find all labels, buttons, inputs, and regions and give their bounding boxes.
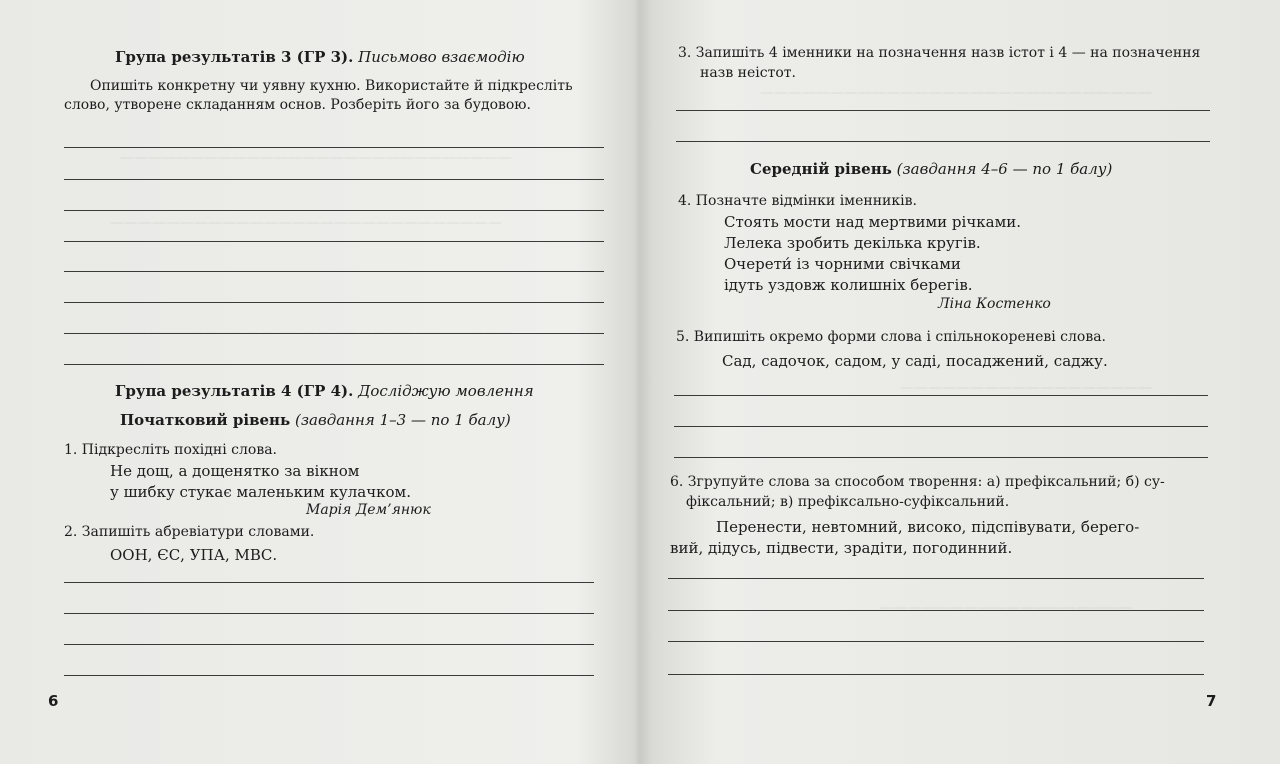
level-heading-italic: (завдання 4–6 — по 1 балу) (896, 160, 1113, 178)
task4-author: Ліна Костенко (938, 296, 1051, 312)
answer-line[interactable] (64, 644, 594, 645)
task2-label: 2. Запишіть абревіатури словами. (64, 524, 315, 540)
bleed-through: ———————————————————————————— (110, 215, 502, 231)
gr4-heading (115, 382, 534, 400)
bleed-through: —————————————————— (880, 600, 1132, 616)
left-page (0, 0, 636, 764)
task3-text: 3. Запишіть 4 іменники на позначення назв істот і 4 — на позначення (678, 45, 1201, 61)
task3-text: назв неістот. (700, 65, 796, 81)
level-heading (120, 411, 511, 429)
bleed-through: ———————————————————————————— (120, 325, 512, 341)
answer-line[interactable] (64, 302, 604, 303)
task5-words: Сад, садочок, садом, у саді, посаджений, саджу. (722, 352, 1108, 370)
answer-line[interactable] (674, 426, 1208, 427)
task1-label: 1. Підкресліть похідні слова. (64, 442, 277, 458)
gr3-heading-italic: Письмово взаємодію (358, 48, 525, 66)
answer-line[interactable] (668, 674, 1204, 675)
answer-line[interactable] (64, 675, 594, 676)
answer-line[interactable] (64, 147, 604, 148)
answer-line[interactable] (64, 364, 604, 365)
task5-label: 5. Випишіть окремо форми слова і спільнокореневі слова. (676, 329, 1107, 345)
gr3-task-text: Опишіть конкретну чи уявну кухню. Використайте й підкресліть (90, 78, 573, 94)
level-heading (750, 160, 1112, 178)
answer-line[interactable] (64, 179, 604, 180)
answer-line[interactable] (64, 271, 604, 272)
gr3-heading-bold: Група результатів 3 (ГР 3). (115, 48, 354, 66)
gr4-heading-italic: Досліджую мовлення (358, 382, 534, 400)
level-heading-italic: (завдання 1–3 — по 1 балу) (295, 411, 511, 429)
task4-poem-line: Стоять мости над мертвими річками. (724, 213, 1021, 231)
answer-line[interactable] (64, 210, 604, 211)
answer-line[interactable] (64, 241, 604, 242)
answer-line[interactable] (674, 457, 1208, 458)
gr3-heading (115, 48, 525, 66)
answer-line[interactable] (64, 333, 604, 334)
answer-line[interactable] (64, 582, 594, 583)
gr4-heading-bold: Група результатів 4 (ГР 4). (115, 382, 354, 400)
page-number: 6 (48, 692, 59, 710)
answer-line[interactable] (676, 141, 1210, 142)
task1-author: Марія Дем’янюк (306, 502, 431, 518)
bleed-through: ———————————————————————————— (760, 85, 1152, 101)
task2-items: ООН, ЄС, УПА, МВС. (110, 546, 278, 564)
task1-poem-line: Не дощ, а дощенятко за вікном (110, 462, 360, 480)
answer-line[interactable] (676, 110, 1210, 111)
answer-line[interactable] (668, 578, 1204, 579)
task4-poem-line: Лелека зробить декілька кругів. (724, 234, 981, 252)
answer-line[interactable] (668, 610, 1204, 611)
task6-words: вий, дідусь, підвести, зрадіти, погодинний. (670, 539, 1013, 557)
level-heading-bold: Початковий рівень (120, 411, 291, 429)
task6-words: Перенести, невтомний, високо, підспівувати, берего- (716, 518, 1140, 536)
task4-poem-line: ідуть уздовж колишніх берегів. (724, 276, 973, 294)
right-page (644, 0, 1280, 764)
task6-text: фіксальний; в) префіксально-суфіксальний. (686, 494, 1010, 510)
answer-line[interactable] (64, 613, 594, 614)
bleed-through: —————————————————— (900, 380, 1152, 396)
task1-poem-line: у шибку стукає маленьким кулачком. (110, 483, 411, 501)
task4-poem-line: Очерети́ із чорними свічками (724, 255, 961, 273)
task4-label: 4. Позначте відмінки іменників. (678, 193, 917, 209)
page-number: 7 (1206, 692, 1217, 710)
level-heading-bold: Середній рівень (750, 160, 892, 178)
bleed-through: ———————————————————————————— (120, 150, 512, 166)
gr3-task-text: слово, утворене складанням основ. Розберіть його за будовою. (64, 97, 531, 113)
answer-line[interactable] (674, 395, 1208, 396)
task6-text: 6. Згрупуйте слова за способом творення: а) префіксальний; б) су- (670, 474, 1165, 490)
answer-line[interactable] (668, 641, 1204, 642)
